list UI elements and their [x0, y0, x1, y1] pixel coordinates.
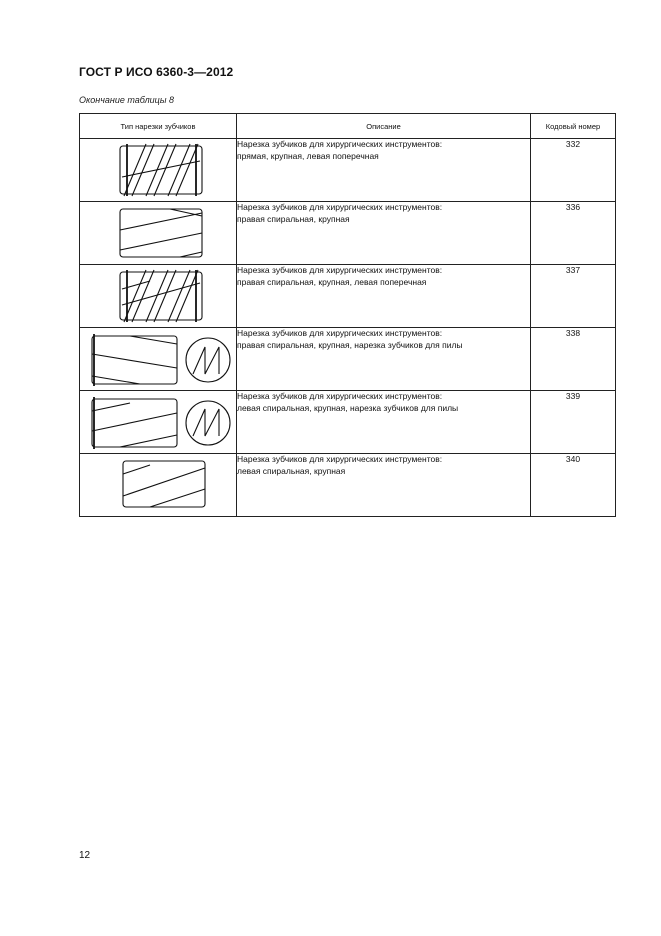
- code-cell: 340: [531, 454, 616, 517]
- table-row: [80, 139, 616, 202]
- description-line: правая спиральная, крупная: [237, 213, 350, 224]
- column-header-type: Тип нарезки зубчиков: [80, 114, 237, 139]
- code-cell: 332: [531, 139, 616, 202]
- description-cell: [237, 139, 531, 202]
- code-cell: 336: [531, 202, 616, 265]
- description-cell: [237, 265, 531, 328]
- table-row: [80, 454, 616, 517]
- description-cell: [237, 202, 531, 265]
- pattern-cell: [80, 391, 237, 454]
- pattern-cell: [80, 139, 237, 202]
- teeth-cut-table: [79, 113, 616, 517]
- code-cell: 338: [531, 328, 616, 391]
- description-line: правая спиральная, крупная, нарезка зубчиков для пилы: [237, 339, 463, 350]
- left-spiral-pattern-icon: [80, 454, 237, 516]
- pattern-cell: [80, 454, 237, 517]
- pattern-cell: [80, 328, 237, 391]
- description-line: Нарезка зубчиков для хирургических инструментов:: [237, 202, 443, 212]
- description-line: правая спиральная, крупная, левая поперечная: [237, 276, 427, 287]
- pattern-cell: [80, 202, 237, 265]
- right-spiral-saw-pattern-icon: [80, 328, 237, 390]
- table-caption: Окончание таблицы 8: [79, 95, 174, 105]
- table-row: [80, 202, 616, 265]
- description-cell: [237, 328, 531, 391]
- table-row: [80, 391, 616, 454]
- column-header-code: Кодовый номер: [531, 114, 616, 139]
- right-spiral-pattern-icon: [80, 202, 237, 264]
- description-line: левая спиральная, крупная: [237, 465, 346, 476]
- description-line: прямая, крупная, левая поперечная: [237, 150, 379, 161]
- description-line: Нарезка зубчиков для хирургических инструментов:: [237, 139, 443, 149]
- column-header-description: Описание: [237, 114, 531, 139]
- description-cell: [237, 391, 531, 454]
- description-line: левая спиральная, крупная, нарезка зубчиков для пилы: [237, 402, 459, 413]
- page-number: 12: [79, 850, 91, 861]
- description-cell: [237, 454, 531, 517]
- table-header-row: [80, 114, 616, 139]
- table-row: [80, 328, 616, 391]
- description-line: Нарезка зубчиков для хирургических инструментов:: [237, 265, 443, 275]
- description-line: Нарезка зубчиков для хирургических инструментов:: [237, 454, 443, 464]
- pattern-cell: [80, 265, 237, 328]
- left-spiral-saw-pattern-icon: [80, 391, 237, 453]
- table-row: [80, 265, 616, 328]
- document-header: ГОСТ Р ИСО 6360-3—2012: [79, 65, 234, 79]
- description-line: Нарезка зубчиков для хирургических инструментов:: [237, 391, 443, 401]
- code-cell: 339: [531, 391, 616, 454]
- right-spiral-cross-cut-pattern-icon: [80, 265, 237, 327]
- description-line: Нарезка зубчиков для хирургических инструментов:: [237, 328, 443, 338]
- straight-cross-cut-pattern-icon: [80, 139, 237, 201]
- code-cell: 337: [531, 265, 616, 328]
